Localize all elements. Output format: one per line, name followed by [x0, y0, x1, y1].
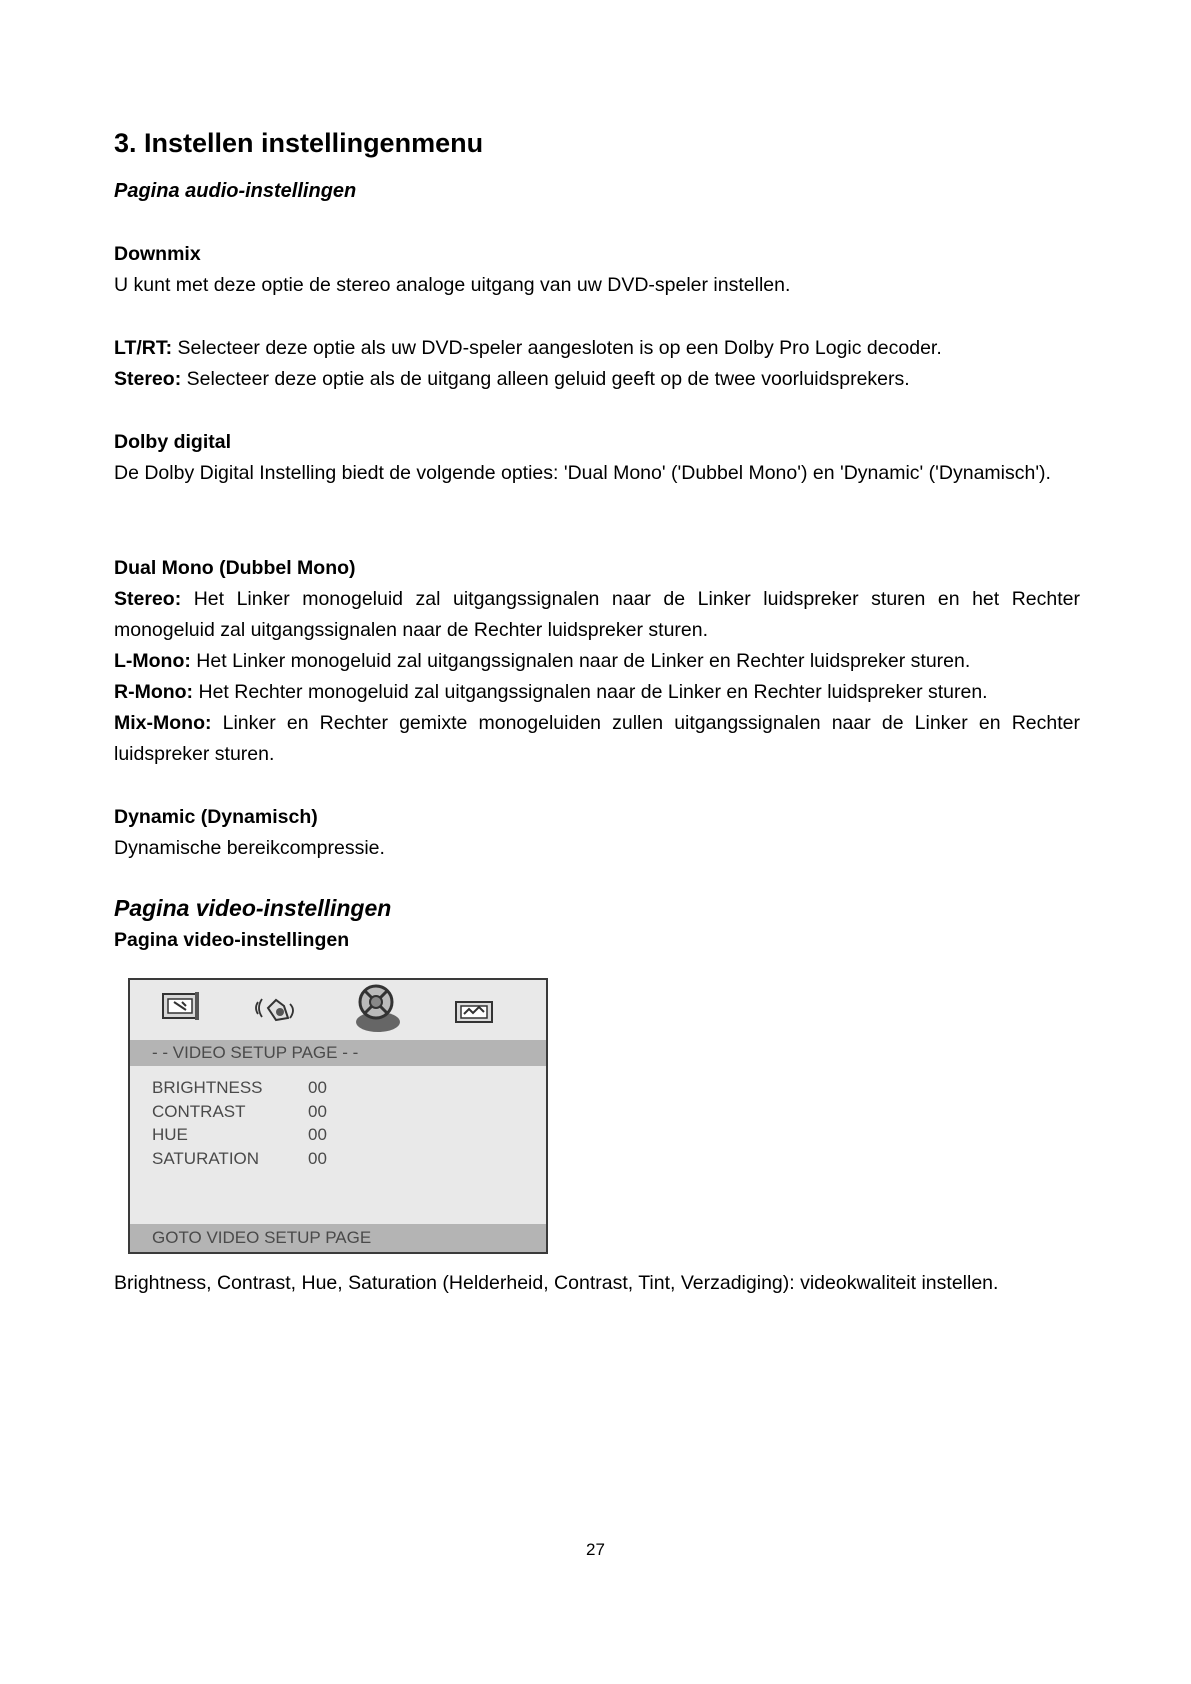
rmono-text: Het Rechter monogeluid zal uitgangssignalen naar de Linker en Rechter luidspreker sturen. — [193, 681, 988, 703]
osd-row-value: 00 — [308, 1078, 327, 1097]
mixmono-line — [114, 708, 1080, 770]
page-number: 27 — [586, 1540, 605, 1559]
osd-row-value: 00 — [308, 1125, 327, 1144]
osd-row-value: 00 — [308, 1148, 327, 1168]
osd-row-value: 00 — [308, 1101, 327, 1121]
video-page-title-bold: Pagina video-instellingen — [114, 929, 350, 951]
mixmono-text: Linker en Rechter gemixte monogeluiden zullen uitgangssignalen naar de Linker en Rechter luidspreker sturen. — [114, 712, 1080, 765]
lmono-label: L-Mono: — [114, 650, 191, 672]
downmix-text: U kunt met deze optie de stereo analoge uitgang van uw DVD-speler instellen. — [114, 274, 791, 296]
lmono-line — [114, 646, 970, 677]
dual-mono-stereo-label: Stereo: — [114, 588, 182, 610]
osd-title-bar: - - VIDEO SETUP PAGE - - — [130, 1040, 546, 1066]
osd-row-hue[interactable] — [152, 1123, 327, 1147]
video-setup-osd — [128, 978, 548, 1254]
dolby-text: De Dolby Digital Instelling biedt de volgende opties: 'Dual Mono' ('Dubbel Mono') en 'Dynamic' ('Dynamisch'). — [114, 462, 1051, 484]
audio-setup-icon[interactable] — [256, 999, 293, 1020]
rmono-label: R-Mono: — [114, 681, 194, 703]
video-page-title-italic: Pagina video-instellingen — [114, 895, 392, 921]
lmono-text: Het Linker monogeluid zal uitgangssignalen naar de Linker en Rechter luidspreker sturen. — [190, 650, 971, 672]
video-caption: Brightness, Contrast, Hue, Saturation (Helderheid, Contrast, Tint, Verzadiging): videokwaliteit instellen. — [114, 1272, 999, 1294]
ltrt-label: LT/RT: — [114, 337, 173, 359]
mixmono-label: Mix-Mono: — [114, 712, 212, 734]
osd-row-label: CONTRAST — [152, 1101, 246, 1121]
video-setup-icon[interactable] — [456, 1002, 492, 1022]
dynamic-text: Dynamische bereikcompressie. — [114, 837, 385, 859]
downmix-title: Downmix — [114, 243, 201, 265]
osd-row-label: HUE — [152, 1125, 188, 1144]
dolby-setup-icon[interactable] — [356, 986, 400, 1032]
osd-row-brightness[interactable] — [152, 1076, 327, 1100]
dolby-title: Dolby digital — [114, 431, 231, 453]
ltrt-text: Selecteer deze optie als uw DVD-speler aangesloten is op een Dolby Pro Logic decoder. — [172, 337, 942, 359]
general-setup-icon[interactable] — [163, 992, 199, 1020]
osd-row-label: SATURATION — [152, 1148, 260, 1168]
ltrt-line — [114, 333, 942, 364]
osd-footer-status: GOTO VIDEO SETUP PAGE — [130, 1224, 546, 1252]
osd-icon-bar — [130, 980, 546, 1040]
dual-mono-stereo — [114, 584, 1080, 646]
dual-mono-stereo-text: Het Linker monogeluid zal uitgangssignalen naar de Linker luidspreker sturen en het Rechter monogeluid zal uitgangssignalen naar de Rechter luidspreker sturen. — [114, 588, 1080, 641]
rmono-line — [114, 677, 988, 708]
stereo-downmix-text: Selecteer deze optie als de uitgang alleen geluid geeft op de twee voorluidsprekers. — [181, 368, 910, 390]
stereo-downmix-label: Stereo: — [114, 368, 182, 390]
dynamic-title: Dynamic (Dynamisch) — [114, 806, 318, 828]
osd-row-contrast[interactable] — [152, 1100, 327, 1124]
osd-settings-list — [152, 1076, 327, 1170]
audio-page-title: Pagina audio-instellingen — [114, 180, 357, 202]
stereo-downmix-line — [114, 364, 910, 395]
dual-mono-title: Dual Mono (Dubbel Mono) — [114, 557, 356, 579]
section-heading: 3. Instellen instellingenmenu — [114, 128, 484, 158]
osd-row-label: BRIGHTNESS — [152, 1078, 263, 1097]
osd-row-saturation[interactable] — [152, 1147, 327, 1171]
